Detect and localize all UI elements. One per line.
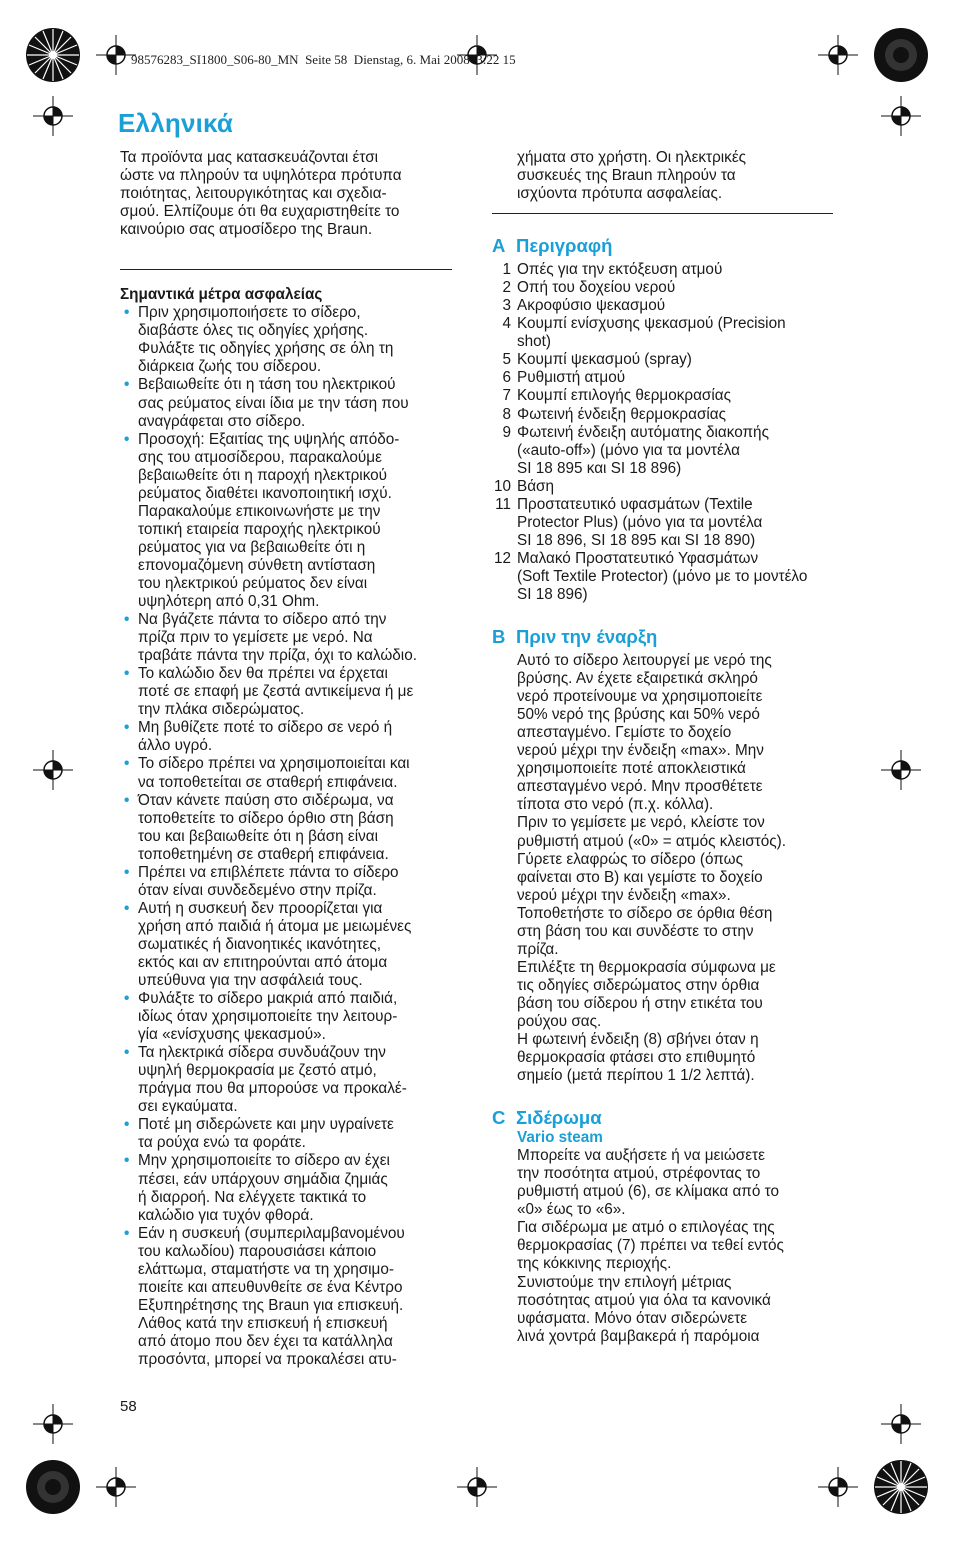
registration-rosette-icon bbox=[25, 1459, 81, 1515]
page-number: 58 bbox=[120, 1398, 137, 1415]
safety-item bbox=[120, 1044, 465, 1116]
parts-item-number: 6 bbox=[502, 369, 511, 387]
bullet-icon: • bbox=[124, 1152, 130, 1170]
parts-list-item bbox=[492, 550, 837, 604]
safety-item-text: Μη βυθίζετε ποτέ το σίδερο σε νερό ή άλλο υγρό. bbox=[138, 719, 393, 755]
crosshair-mark-icon bbox=[96, 1467, 136, 1507]
safety-item bbox=[120, 755, 465, 791]
section-c-text: Μπορείτε να αυξήσετε ή να μειώσετε την ποσότητα ατμού, στρέφοντας το ρυθμιστή ατμού (6), σε κλίμακα από το «0» έως το «6». Για σιδέρωμα με ατμό ο επιλογέας της θερμοκρασίας (7) πρέπει να τεθεί εντός της κόκκινης περιοχής. Συνιστούμε την επιλογή μέτριας ποσότητας ατμού για όλα τα κανονικά υφάσματα. Μόνο όταν σιδερώνετε λινά χοντρά βαμβακερά ή παρόμοια bbox=[517, 1147, 784, 1345]
section-b-heading bbox=[492, 626, 837, 648]
parts-item-number: 11 bbox=[495, 495, 511, 513]
parts-list-item bbox=[492, 496, 837, 550]
bullet-icon: • bbox=[124, 1044, 130, 1062]
section-c-letter: C bbox=[492, 1107, 506, 1129]
safety-item-text: Όταν κάνετε παύση στο σιδέρωμα, να τοποθετείτε το σίδερο όρθιο στη βάση του και βεβαιωθείτε ότι η βάση είναι τοποθετημένη σε σταθερή επιφάνεια. bbox=[138, 791, 394, 863]
parts-item-text: Φωτεινή ένδειξη αυτόματης διακοπής («auto-off») (μόνο για τα μοντέλα SI 18 895 και SI 18 896) bbox=[517, 423, 769, 477]
safety-item bbox=[120, 304, 465, 376]
safety-item-text: Ποτέ μη σιδερώνετε και μην υγραίνετε τα ρούχα ενώ τα φοράτε. bbox=[138, 1116, 394, 1152]
safety-item bbox=[120, 611, 465, 665]
intro-paragraph: Τα προϊόντα μας κατασκευάζονται έτσι ώστε να πληρούν τα υψηλότερα πρότυπα ποιότητας, λειτουργικότητας και σχεδια- σμού. Ελπίζουμε ότι θα ευχαριστηθείτε το καινούριο σας ατμοσίδερο της Braun. bbox=[120, 149, 402, 239]
parts-item-text: Φωτεινή ένδειξη θερμοκρασίας bbox=[517, 405, 727, 423]
safety-heading: Σημαντικά μέτρα ασφαλείας bbox=[120, 286, 323, 304]
section-b-title: Πριν την έναρξη bbox=[516, 626, 658, 648]
safety-item-text: Να βγάζετε πάντα το σίδερο από την πρίζα πριν το γεμίσετε με νερό. Να τραβάτε πάντα την πρίζα, όχι το καλώδιο. bbox=[138, 611, 417, 665]
parts-list-item bbox=[492, 315, 837, 351]
safety-list bbox=[120, 304, 465, 1369]
parts-item-text: Ρυθμιστή ατμού bbox=[517, 369, 626, 387]
safety-item-text: Πριν χρησιμοποιήσετε το σίδερο, διαβάστε όλες τις οδηγίες χρήσης. Φυλάξτε τις οδηγίες χρήσης σε όλη τη διάρκεια ζωής του σίδερου. bbox=[138, 304, 394, 376]
bullet-icon: • bbox=[124, 665, 130, 683]
crosshair-mark-icon bbox=[881, 750, 921, 790]
bullet-icon: • bbox=[124, 1224, 130, 1242]
parts-item-number: 12 bbox=[493, 549, 511, 567]
section-a-heading bbox=[492, 235, 837, 257]
safety-item-text: Προσοχή: Εξαιτίας της υψηλής απόδο- σης του ατμοσίδερου, παρακαλούμε βεβαιωθείτε ότι η παροχή ηλεκτρικού ρεύματος διαθέτει ικανοποιητική ισχύ. Παρακαλούμε επικοινωνήστε με την τοπική εταιρεία παροχής ηλεκτρικού ρεύματος για να βεβαιωθείτε ότι η επονομαζόμενη σύνθετη αντίσταση του ηλεκτρικού ρεύματος δεν είναι υψηλότερη από 0,31 Ohm. bbox=[138, 430, 400, 611]
parts-item-number: 4 bbox=[502, 315, 511, 333]
crosshair-mark-icon bbox=[818, 35, 858, 75]
parts-list-item bbox=[492, 297, 837, 315]
parts-list-item bbox=[492, 261, 837, 279]
crosshair-mark-icon bbox=[881, 96, 921, 136]
crosshair-mark-icon bbox=[33, 96, 73, 136]
crosshair-mark-icon bbox=[33, 750, 73, 790]
left-column bbox=[120, 149, 465, 1369]
safety-item bbox=[120, 1225, 465, 1369]
section-b-text: Αυτό το σίδερο λειτουργεί με νερό της βρύσης. Αν έχετε εξαιρετικά σκληρό νερό προτείνουμε να χρησιμοποιείτε 50% νερό της βρύσης και 50% νερό απεσταγμένο. Γεμίστε το δοχείο νερού μέχρι την ένδειξη «max». Μην χρησιμοποιείτε ποτέ αποκλειστικά απεσταγμένο νερό. Μην προσθέτετε τίποτα στο νερό (π.χ. κόλλα). Πριν το γεμίσετε με νερό, κλείστε τον ρυθμιστή ατμού («0» = ατμός κλειστός). Γύρετε ελαφρώς το σίδερο (όπως φαίνεται στο Β) και γεμίστε το δοχείο νερού μέχρι την ένδειξη «max». Τοποθετήστε το σίδερο σε όρθια θέση στη βάση του και συνδέστε το στην πρίζα. Επιλέξτε τη θερμοκρασία σύμφωνα με τις οδηγίες σιδερώματος στην όρθια βάση του σίδερου ή στην ετικέτα του ρούχου σας. Η φωτεινή ένδειξη (8) σβήνει όταν η θερμοκρασία φτάσει στο επιθυμητό σημείο (μετά περίπου 1 1/2 λεπτά). bbox=[517, 652, 786, 1085]
parts-item-text: Κουμπί ενίσχυσης ψεκασμού (Precision shot) bbox=[517, 315, 786, 351]
bullet-icon: • bbox=[124, 1116, 130, 1134]
safety-item-text: Μην χρησιμοποιείτε το σίδερο αν έχει πέσει, εάν υπάρχουν σημάδια ζημιάς ή διαρροή. Να ελέγχετε τακτικά το καλώδιο για τυχόν φθορά. bbox=[138, 1152, 390, 1224]
parts-item-number: 5 bbox=[502, 351, 511, 369]
parts-list-item bbox=[492, 351, 837, 369]
safety-item bbox=[120, 431, 465, 611]
vario-steam-subheading: Vario steam bbox=[517, 1129, 603, 1147]
crosshair-mark-icon bbox=[881, 1404, 921, 1444]
parts-list-item bbox=[492, 424, 837, 478]
registration-rosette-icon bbox=[873, 1459, 929, 1515]
safety-item bbox=[120, 900, 465, 990]
parts-item-number: 8 bbox=[502, 405, 511, 423]
crosshair-mark-icon bbox=[457, 1467, 497, 1507]
bullet-icon: • bbox=[124, 430, 130, 448]
parts-list-item bbox=[492, 406, 837, 424]
parts-item-text: Οπές για την εκτόξευση ατμού bbox=[517, 261, 723, 279]
bullet-icon: • bbox=[124, 755, 130, 773]
parts-item-text: Κουμπί επιλογής θερμοκρασίας bbox=[517, 387, 731, 405]
parts-list-item bbox=[492, 369, 837, 387]
parts-list-item bbox=[492, 478, 837, 496]
registration-rosette-icon bbox=[873, 27, 929, 83]
section-b-letter: B bbox=[492, 626, 506, 648]
safety-item bbox=[120, 990, 465, 1044]
parts-list-item bbox=[492, 279, 837, 297]
parts-list bbox=[492, 261, 837, 604]
safety-item bbox=[120, 1152, 465, 1224]
bullet-icon: • bbox=[124, 899, 130, 917]
parts-item-number: 10 bbox=[493, 477, 511, 495]
safety-item bbox=[120, 719, 465, 755]
parts-item-text: Μαλακό Προστατευτικό Υφασμάτων (Soft Textile Protector) (μόνο με το μοντέλο SI 18 896) bbox=[517, 549, 808, 603]
parts-item-number: 7 bbox=[502, 387, 511, 405]
bullet-icon: • bbox=[124, 719, 130, 737]
right-column bbox=[492, 149, 837, 1346]
section-c-title: Σιδέρωμα bbox=[516, 1107, 602, 1129]
parts-item-text: Προστατευτικό υφασμάτων (Textile Protector Plus) (μόνο για τα μοντέλα SI 18 896, SI 18 895 και SI 18 890) bbox=[517, 495, 763, 549]
registration-rosette-icon bbox=[25, 27, 81, 83]
parts-list-item bbox=[492, 387, 837, 405]
safety-item bbox=[120, 665, 465, 719]
page-title: Ελληνικά bbox=[118, 108, 234, 138]
bullet-icon: • bbox=[124, 990, 130, 1008]
safety-item bbox=[120, 792, 465, 864]
bullet-icon: • bbox=[124, 376, 130, 394]
safety-item-text: Αυτή η συσκευή δεν προορίζεται για χρήση από παιδιά ή άτομα με μειωμένες σωματικές ή διανοητικές ικανότητες, εκτός και αν επιτηρούνται από άτομα υπεύθυνα για την ασφάλειά τους. bbox=[138, 899, 412, 990]
safety-item-text: Τα ηλεκτρικά σίδερα συνδυάζουν την υψηλή θερμοκρασία με ζεστό ατμό, πράγμα που θα μπορούσε να προκαλέ- σει εγκαύματα. bbox=[138, 1044, 407, 1116]
safety-item-text: Πρέπει να επιβλέπετε πάντα το σίδερο όταν είναι συνδεδεμένο στην πρίζα. bbox=[138, 863, 399, 899]
parts-item-number: 1 bbox=[502, 261, 511, 279]
safety-item-text: Βεβαιωθείτε ότι η τάση του ηλεκτρικού σας ρεύματος είναι ίδια με την τάση που αναγράφεται στο σίδερο. bbox=[138, 376, 409, 430]
section-a-title: Περιγραφή bbox=[516, 235, 613, 257]
print-info-header: 98576283_SI1800_S06-80_MN Seite 58 Dienstag, 6. Mai 2008 3:22 15 bbox=[131, 52, 516, 67]
parts-item-number: 9 bbox=[502, 423, 511, 441]
safety-item-text: Φυλάξτε το σίδερο μακριά από παιδιά, ιδίως όταν χρησιμοποιείτε την λειτουρ- γία «ενίσχυσης ψεκασμού». bbox=[138, 990, 398, 1044]
safety-item-text: Το σίδερο πρέπει να χρησιμοποιείται και να τοποθετείται σε σταθερή επιφάνεια. bbox=[138, 755, 410, 791]
section-c-heading bbox=[492, 1107, 837, 1129]
crosshair-mark-icon bbox=[96, 35, 136, 75]
crosshair-mark-icon bbox=[818, 1467, 858, 1507]
continued-paragraph: χήματα στο χρήστη. Οι ηλεκτρικές συσκευές της Braun πληρούν τα ισχύοντα πρότυπα ασφαλείας. bbox=[517, 149, 747, 203]
safety-item-text: Εάν η συσκευή (συμπεριλαμβανομένου του καλωδίου) παρουσιάσει κάποιο ελάττωμα, σταματήστε να τη χρησιμο- ποιείτε και απευθυνθείτε σε ένα Κέντρο Εξυπηρέτησης της Braun για επισκευή. Λάθος κατά την επισκευή ή επισκευή από άτομο που δεν έχει τα κατάλληλα προσόντα, μπορεί να προκαλέσει ατυ- bbox=[138, 1224, 405, 1368]
parts-item-text: Βάση bbox=[517, 477, 554, 495]
bullet-icon: • bbox=[124, 791, 130, 809]
parts-item-number: 2 bbox=[502, 279, 511, 297]
bullet-icon: • bbox=[124, 304, 130, 322]
parts-item-text: Οπή του δοχείου νερού bbox=[517, 279, 676, 297]
parts-item-text: Ακροφύσιο ψεκασμού bbox=[517, 297, 666, 315]
bullet-icon: • bbox=[124, 863, 130, 881]
safety-item-text: Το καλώδιο δεν θα πρέπει να έρχεται ποτέ σε επαφή με ζεστά αντικείμενα ή με την πλάκα σιδερώματος. bbox=[138, 665, 414, 719]
crosshair-mark-icon bbox=[33, 1404, 73, 1444]
section-a-letter: A bbox=[492, 235, 506, 257]
parts-item-number: 3 bbox=[502, 297, 511, 315]
safety-item bbox=[120, 376, 465, 430]
safety-item bbox=[120, 864, 465, 900]
bullet-icon: • bbox=[124, 611, 130, 629]
safety-item bbox=[120, 1116, 465, 1152]
parts-item-text: Κουμπί ψεκασμού (spray) bbox=[517, 351, 692, 369]
